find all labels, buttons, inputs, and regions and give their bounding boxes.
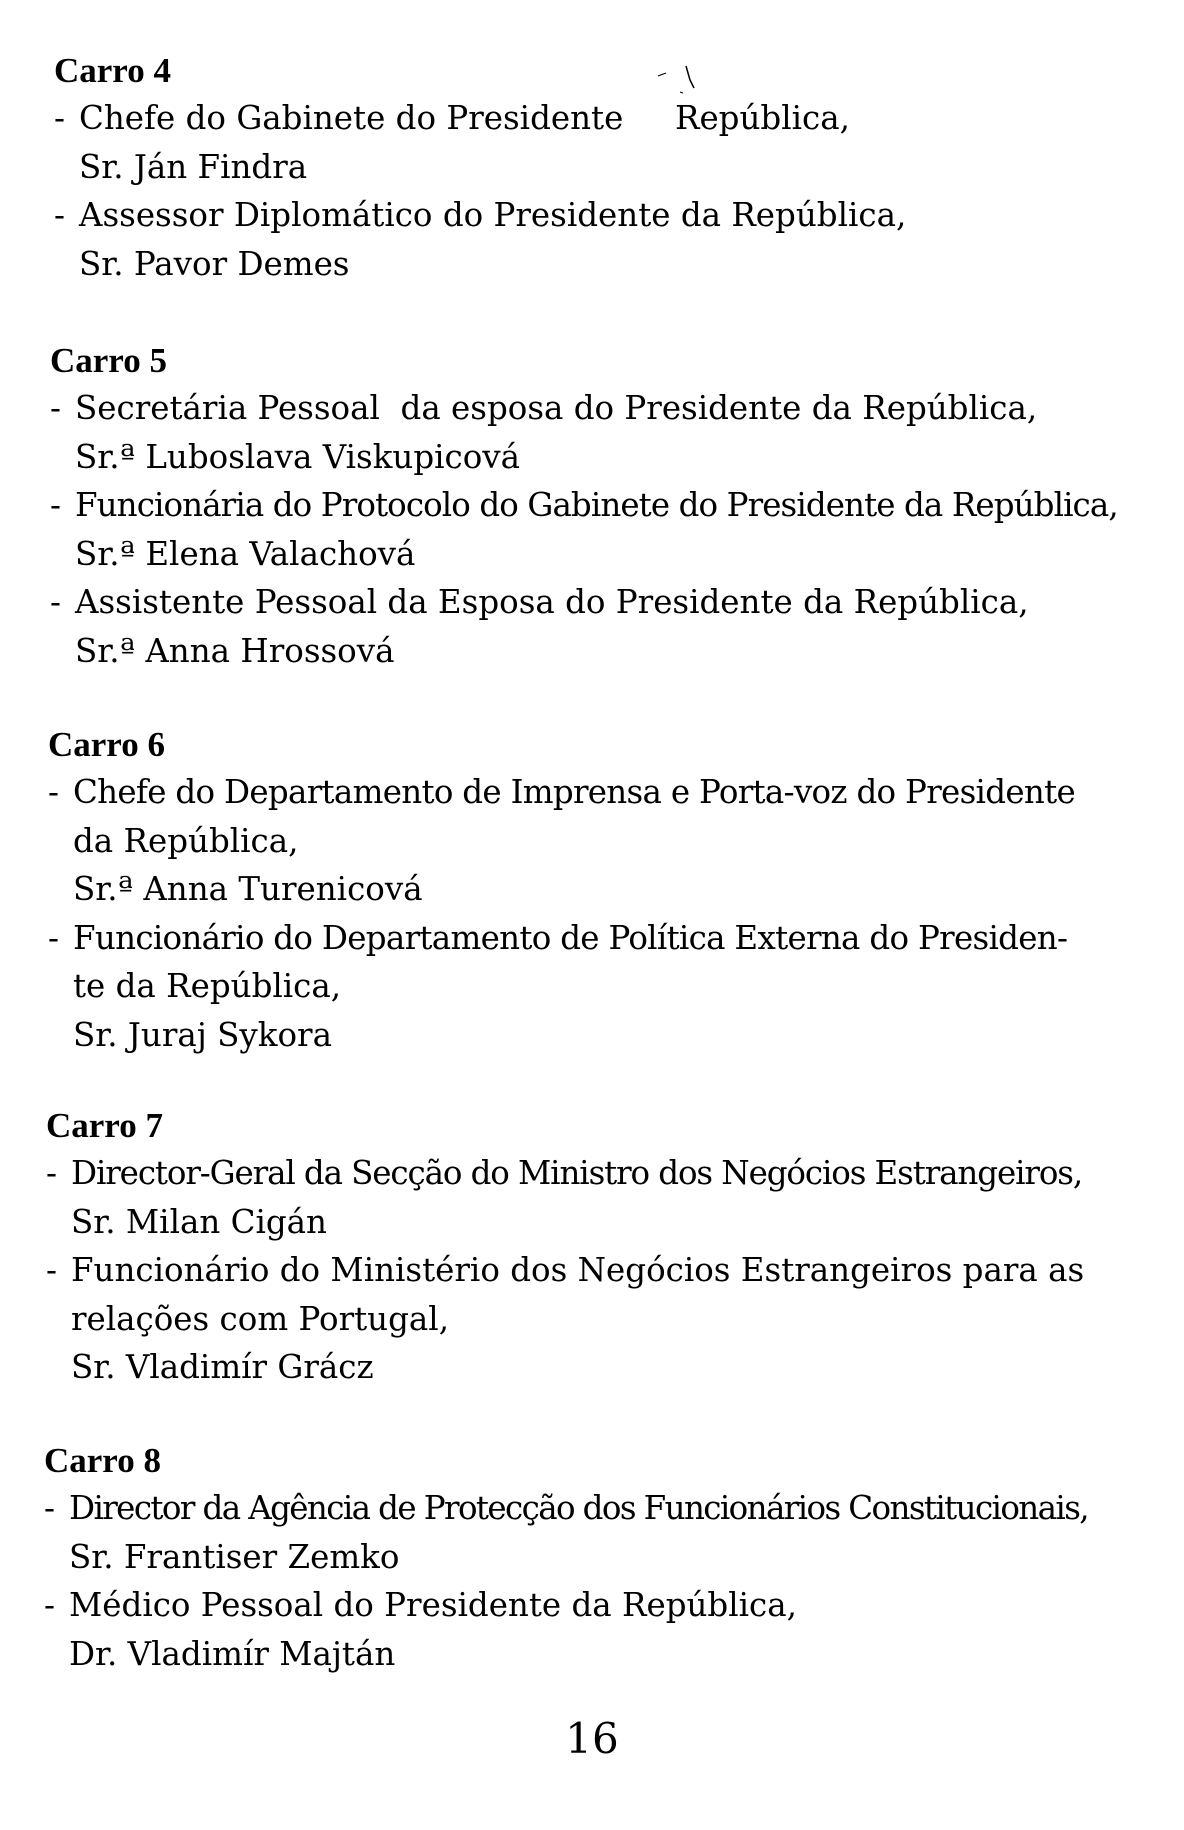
entry-line: Director da Agência de Protecção dos Funcionários Constitucionais, (69, 1489, 1089, 1527)
entry-line: Dr. Vladimír Majtán (69, 1634, 396, 1673)
list-item (44, 1484, 1164, 1581)
section-heading: Carro 7 (46, 1106, 163, 1145)
dash-marker: - (50, 486, 61, 524)
page-number: 16 (565, 1714, 619, 1763)
entry-line: Sr.ª Anna Turenicová (73, 870, 423, 908)
section-heading: Carro 8 (44, 1441, 161, 1480)
list-item (48, 768, 1168, 914)
section-carro-5 (50, 338, 1170, 675)
section-carro-8 (44, 1438, 1164, 1678)
entry-line: Sr. Ján Findra (79, 147, 308, 186)
entry-line: Médico Pessoal do Presidente da República, (69, 1586, 797, 1624)
list-item (54, 191, 1174, 288)
entry-line: te da República, (73, 967, 342, 1005)
section-heading: Carro 6 (48, 725, 165, 764)
entry-line: relações com Portugal, (71, 1299, 450, 1338)
entry-line: Chefe do Gabinete do Presidente República, (79, 99, 850, 137)
dash-marker: - (44, 1489, 54, 1527)
dash-marker: - (48, 773, 59, 811)
dash-marker: - (54, 196, 65, 234)
entry-line: da República, (73, 821, 299, 860)
list-item (48, 914, 1168, 1060)
list-item (46, 1246, 1166, 1392)
section-carro-4 (54, 48, 1174, 288)
dash-marker: - (50, 389, 61, 427)
list-item (44, 1581, 1164, 1678)
section-heading: Carro 5 (50, 341, 167, 380)
list-item (50, 578, 1170, 675)
entry-line: Assistente Pessoal da Esposa do Presidente da República, (75, 583, 1029, 621)
section-carro-7 (46, 1103, 1166, 1392)
list-item (54, 94, 1174, 191)
entry-line: Sr. Vladimír Grácz (71, 1348, 374, 1386)
list-item (50, 481, 1170, 578)
entry-line: Director-Geral da Secção do Ministro dos Negócios Estrangeiros, (71, 1154, 1083, 1192)
entry-line: Sr. Milan Cigán (71, 1202, 327, 1241)
entry-line: Funcionário do Ministério dos Negócios Estrangeiros para as (71, 1251, 1085, 1289)
entry-line: Funcionário do Departamento de Política Externa do Presiden- (73, 918, 1068, 957)
dash-marker: - (48, 918, 59, 957)
dash-marker: - (50, 583, 61, 621)
dash-marker: - (46, 1154, 56, 1192)
entry-line: Sr. Frantiser Zemko (69, 1537, 400, 1576)
entry-line: Sr. Juraj Sykora (73, 1015, 332, 1054)
entry-line: Assessor Diplomático do Presidente da República, (79, 196, 907, 234)
list-item (50, 384, 1170, 481)
entry-line: Sr.ª Elena Valachová (75, 534, 416, 573)
entry-line: Funcionária do Protocolo do Gabinete do Presidente da República, (75, 486, 1118, 524)
entry-line: Sr.ª Luboslava Viskupicová (75, 437, 521, 476)
entry-line: Sr. Pavor Demes (79, 244, 350, 283)
entry-line: Secretária Pessoal da esposa do Presidente da República, (75, 389, 1038, 427)
section-carro-6 (48, 722, 1168, 1059)
entry-line: Sr.ª Anna Hrossová (75, 631, 395, 670)
entry-line: Chefe do Departamento de Imprensa e Porta-voz do Presidente (73, 773, 1076, 811)
dash-marker: - (44, 1586, 55, 1624)
list-item (46, 1149, 1166, 1246)
dash-marker: - (46, 1251, 57, 1289)
dash-marker: - (54, 99, 65, 137)
section-heading: Carro 4 (54, 51, 171, 90)
